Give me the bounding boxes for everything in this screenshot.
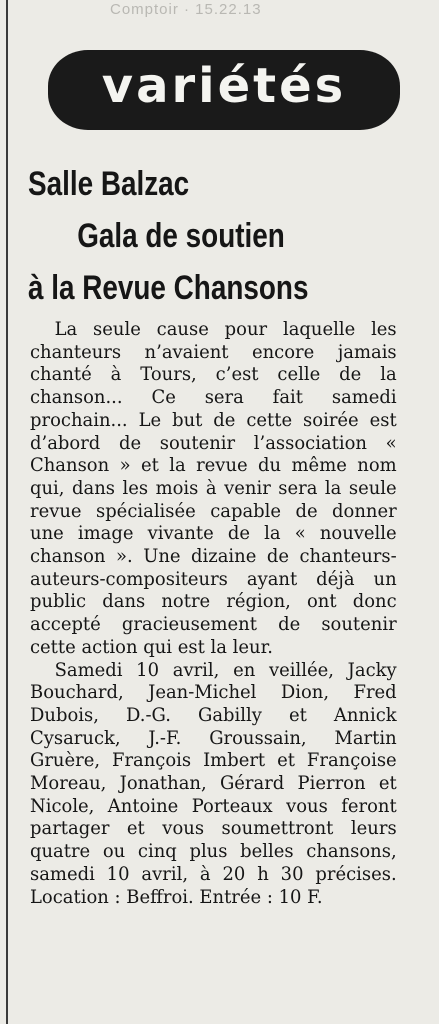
section-banner [48, 50, 400, 130]
article-paragraph-2: Samedi 10 avril, en veillée, Jacky Bouchard, Jean-Michel Dion, Fred Dubois, D.-G. Gabilly et Annick Cysaruck, J.-F. Groussain, Martin Gruère, François Imbert et Françoise Moreau, Jonathan, Gérard Pierron et Nicole, Antoine Porteaux vous feront partager et vous soumettront leurs quatre ou cinq plus belles chansons, samedi 10 avril, à 20 h 30 précises. Location : Beffroi. Entrée : 10 F. [30, 658, 397, 908]
headline-line-3: à la Revue Chansons [28, 269, 309, 307]
section-banner-label: variétés [101, 58, 347, 114]
headline-line-1: Salle Balzac [28, 165, 190, 203]
article-headline [28, 158, 356, 314]
headline-line-2: Gala de soutien [77, 217, 285, 255]
article-paragraph-1: La seule cause pour laquelle les chanteurs n’avaient encore jamais chanté à Tours, c’est celle de la chanson... Ce sera fait samedi prochain... Le but de cette soirée est d’abord de soutenir l’association « Chanson » et la revue du même nom qui, dans les mois à venir sera la seule revue spécialisée capable de donner une image vivante de la « nouvelle chanson ». Une dizaine de chanteurs-auteurs-compositeurs ayant déjà un public dans notre région, ont donc accepté gracieusement de soutenir cette action qui est la leur. [30, 318, 397, 658]
column-rule [6, 0, 8, 1024]
previous-article-bleed: Comptoir · 15.22.13 [110, 1, 262, 18]
article-body [30, 318, 397, 908]
